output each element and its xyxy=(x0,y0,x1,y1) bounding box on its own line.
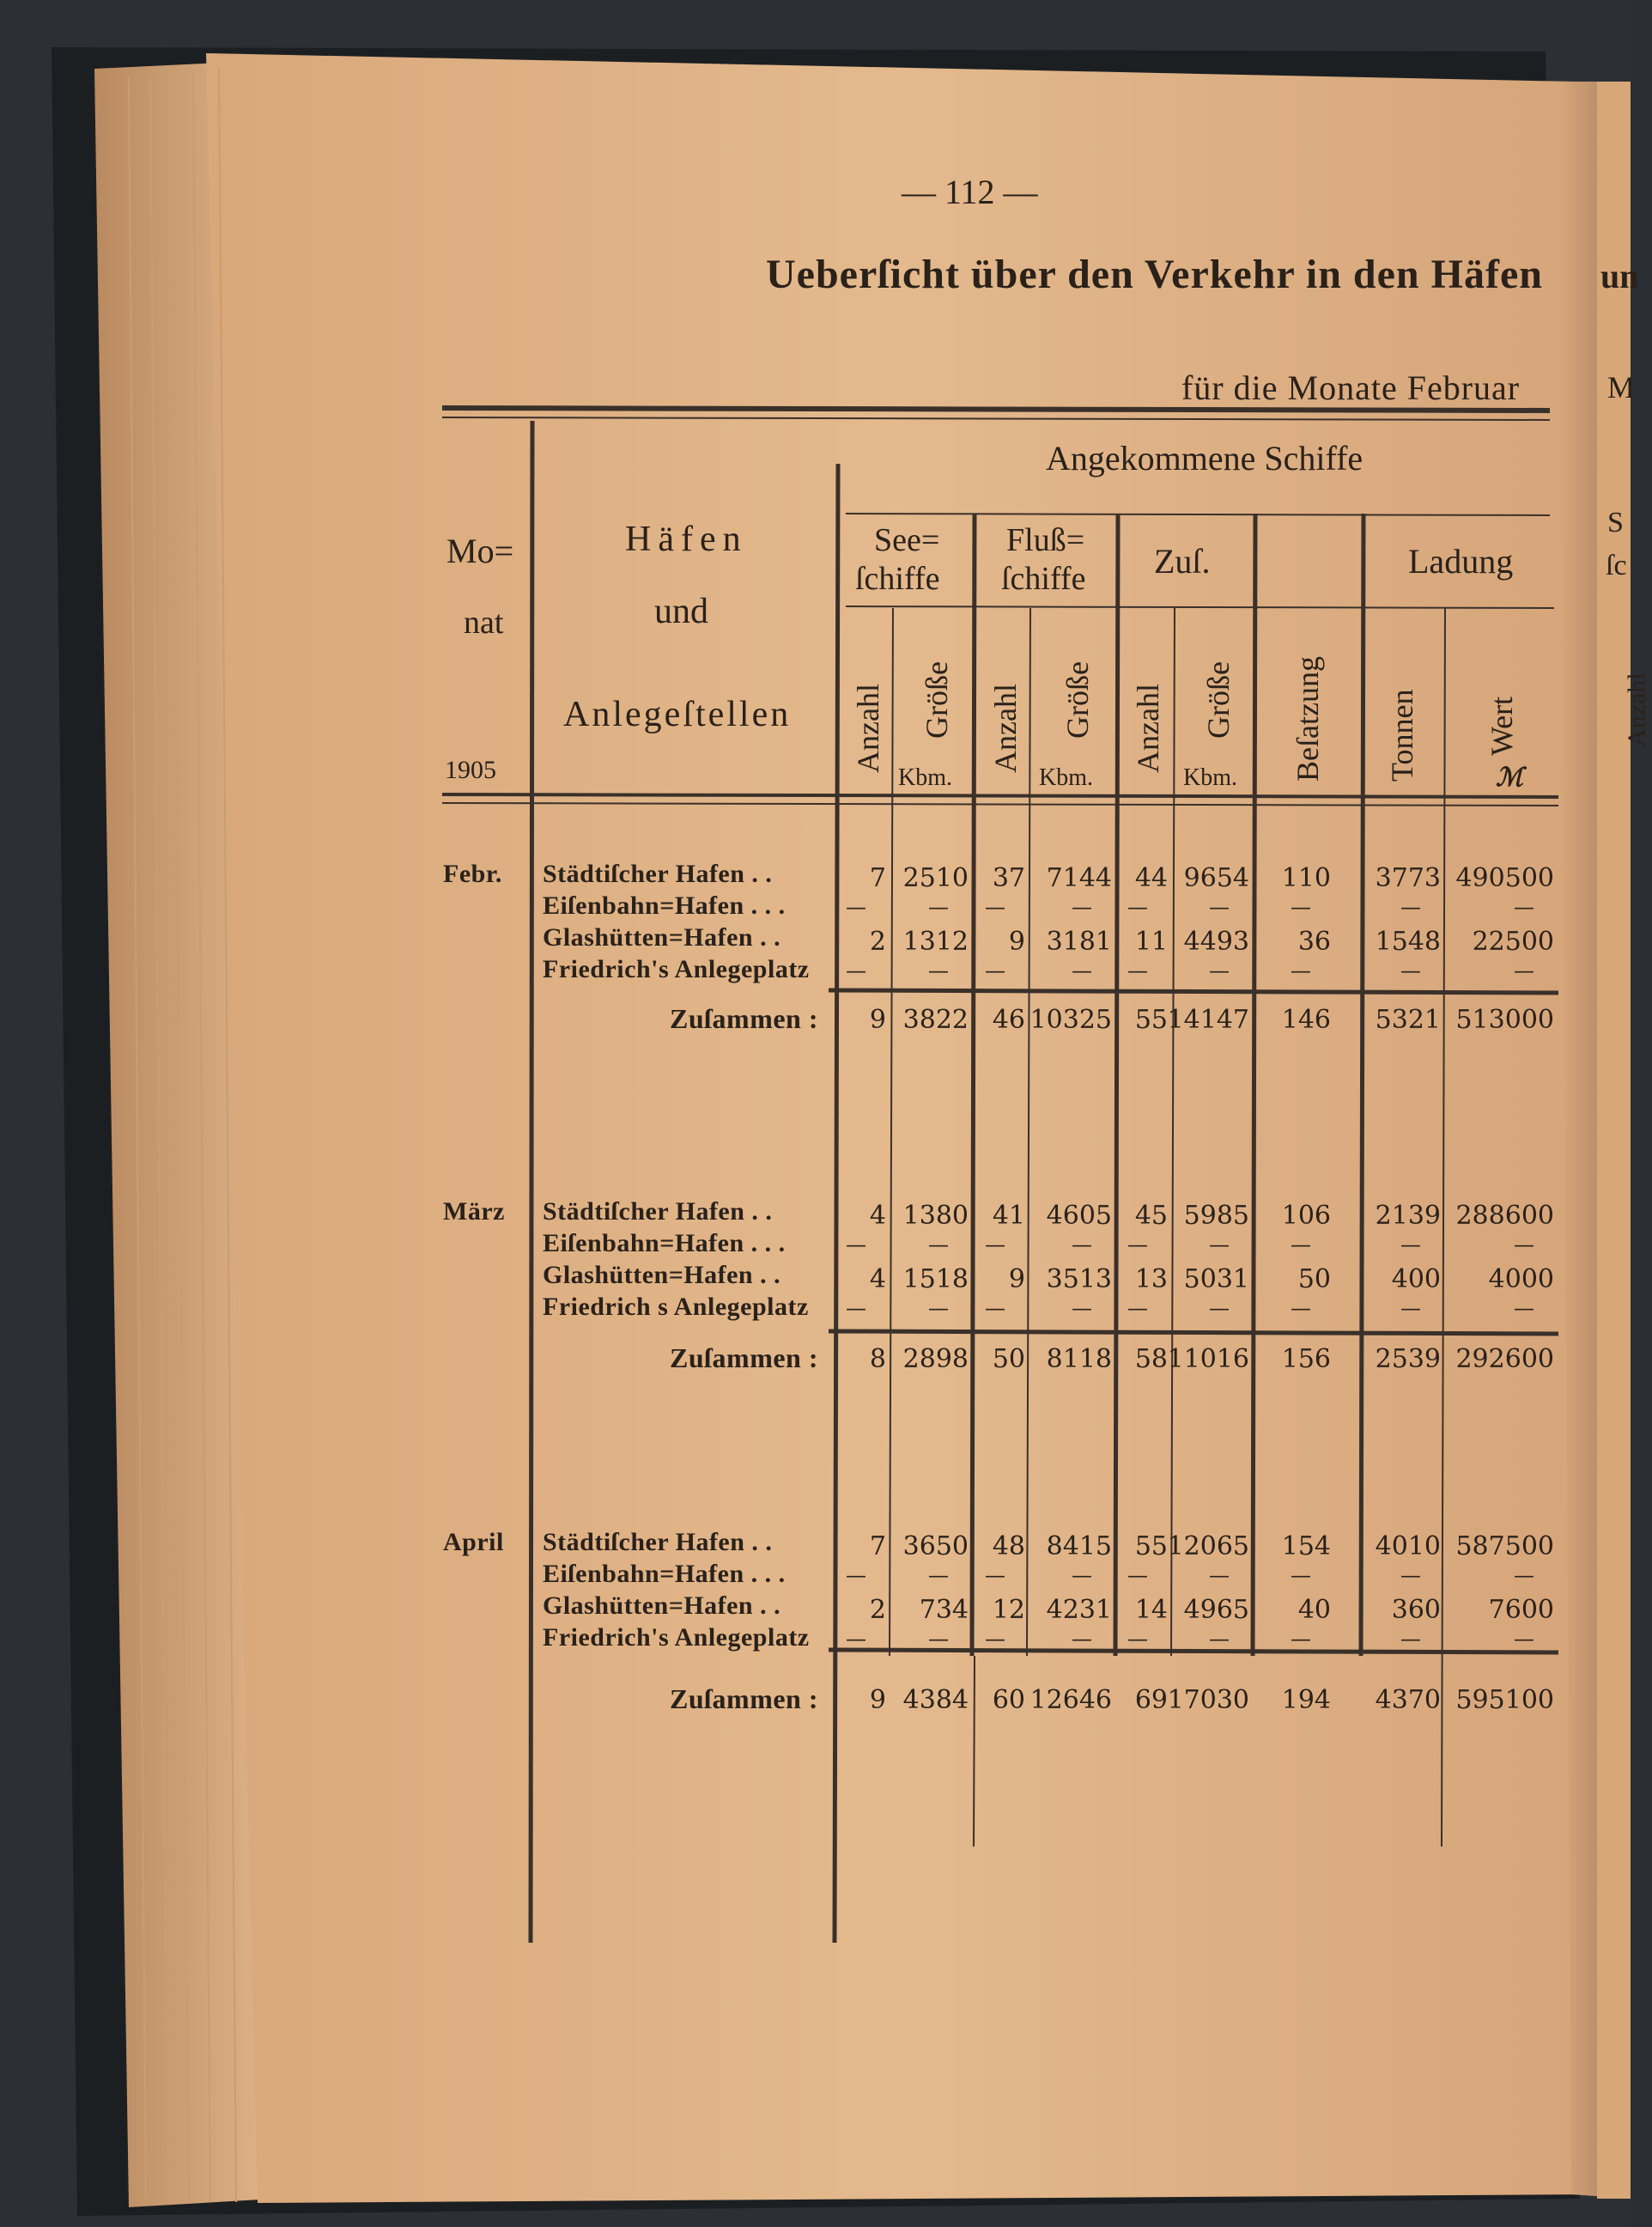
table-cell: — xyxy=(1209,1563,1230,1587)
table-cell: 55 xyxy=(1134,1531,1168,1561)
total-cell: 156 xyxy=(1281,1344,1331,1374)
table-row-label: Eiſenbahn=Hafen . . . xyxy=(543,1560,786,1588)
table-cell: 490500 xyxy=(1455,863,1554,893)
table-cell: 587500 xyxy=(1455,1531,1554,1561)
total-cell: 292600 xyxy=(1455,1344,1554,1374)
header-fluss-anzahl: Anzahl xyxy=(988,684,1023,773)
next-page-rotated-fragment: Anzahl xyxy=(1623,672,1651,747)
total-cell: 55 xyxy=(1134,1005,1168,1035)
header-ladung: Ladung xyxy=(1408,542,1514,581)
table-cell: — xyxy=(1400,1627,1421,1651)
table-cell: 48 xyxy=(992,1531,1025,1561)
month-label: März xyxy=(443,1197,505,1226)
total-cell: 10325 xyxy=(1029,1005,1112,1035)
page-title: Ueberſicht über den Verkehr in den Häfen xyxy=(766,252,1543,297)
table-cell: — xyxy=(1209,1296,1230,1320)
table-cell: 9654 xyxy=(1183,863,1249,893)
table-cell: 45 xyxy=(1134,1201,1168,1231)
table-cell: 4493 xyxy=(1183,927,1249,957)
table-cell: 734 xyxy=(919,1595,969,1625)
header-zus: Zuſ. xyxy=(1154,542,1211,581)
table-cell: — xyxy=(1291,1563,1311,1587)
table-cell: — xyxy=(1291,1296,1311,1320)
table-row-label: Städtiſcher Hafen . . xyxy=(543,860,773,888)
next-page-subtitle-fragment: M xyxy=(1607,370,1636,405)
table-row-label: Glashütten=Hafen . . xyxy=(543,1261,781,1289)
table-cell: — xyxy=(985,895,1005,919)
table-cell: — xyxy=(1072,1627,1092,1651)
table-cell: 7144 xyxy=(1046,863,1112,893)
header-see-2: ſchiffe xyxy=(855,561,940,597)
total-cell: 46 xyxy=(992,1005,1025,1035)
table-cell: 110 xyxy=(1281,863,1331,893)
table-cell: 2 xyxy=(869,927,886,957)
table-cell: 1548 xyxy=(1375,927,1441,957)
table-cell: — xyxy=(1209,958,1230,983)
total-cell: 8118 xyxy=(1046,1344,1112,1374)
table-cell: — xyxy=(1514,895,1534,919)
total-cell: 4384 xyxy=(902,1685,969,1715)
table-cell: 14 xyxy=(1134,1595,1168,1625)
table-cell: — xyxy=(928,1563,949,1587)
header-see-groesse: Größe xyxy=(920,661,954,739)
unit-kbm-see: Kbm. xyxy=(898,764,952,791)
table-cell: 5985 xyxy=(1183,1201,1249,1231)
table-cell: 154 xyxy=(1281,1531,1331,1561)
table-cell: 36 xyxy=(1297,927,1331,957)
table-row-label: Glashütten=Hafen . . xyxy=(543,1591,781,1620)
table-cell: — xyxy=(928,1627,949,1651)
header-zus-groesse: Größe xyxy=(1201,661,1236,739)
table-cell: 37 xyxy=(992,863,1025,893)
table-cell: — xyxy=(1127,1296,1148,1320)
table-cell: 9 xyxy=(1008,1264,1025,1294)
table-cell: — xyxy=(846,895,866,919)
table-cell: — xyxy=(985,1296,1005,1320)
table-cell: — xyxy=(985,958,1005,983)
table-cell: 7600 xyxy=(1488,1595,1554,1625)
total-cell: 2898 xyxy=(902,1344,969,1374)
header-tonnen: Tonnen xyxy=(1385,689,1419,782)
next-page-header-fragment: S xyxy=(1607,507,1624,538)
table-row-label: Eiſenbahn=Hafen . . . xyxy=(543,1229,786,1257)
table-cell: — xyxy=(1400,958,1421,983)
table-row-label: Friedrich's Anlegeplatz xyxy=(543,955,810,983)
table-cell: 5031 xyxy=(1183,1264,1249,1294)
table-row-label: Städtiſcher Hafen . . xyxy=(543,1528,773,1556)
table-cell: — xyxy=(1291,958,1311,983)
header-year: 1905 xyxy=(445,756,496,784)
header-monat-1: Mo= xyxy=(446,532,514,570)
table-cell: 360 xyxy=(1391,1595,1441,1625)
table-row-label: Glashütten=Hafen . . xyxy=(543,923,781,952)
total-cell: 8 xyxy=(869,1344,886,1374)
table-cell: — xyxy=(928,1296,949,1320)
table-cell: 4 xyxy=(869,1201,886,1231)
table-cell: 50 xyxy=(1297,1264,1331,1294)
header-wert: Wert xyxy=(1485,696,1519,756)
table-cell: 12065 xyxy=(1167,1531,1249,1561)
table-cell: — xyxy=(985,1627,1005,1651)
table-cell: 2 xyxy=(869,1595,886,1625)
table-cell: — xyxy=(1514,1627,1534,1651)
table-cell: 22500 xyxy=(1472,927,1554,957)
table-cell: — xyxy=(1400,1232,1421,1256)
table-cell: 40 xyxy=(1297,1595,1331,1625)
next-page-header-fragment-2: ſc xyxy=(1606,550,1627,581)
header-see-anzahl: Anzahl xyxy=(851,684,885,773)
table-cell: — xyxy=(846,1232,866,1256)
table-cell: — xyxy=(928,958,949,983)
total-cell: 14147 xyxy=(1167,1005,1249,1035)
table-cell: — xyxy=(1072,895,1092,919)
table-cell: 4 xyxy=(869,1264,886,1294)
table-cell: 3773 xyxy=(1375,863,1441,893)
table-cell: 4010 xyxy=(1375,1531,1441,1561)
total-cell: 69 xyxy=(1134,1685,1168,1715)
table-cell: 4231 xyxy=(1046,1595,1112,1625)
total-label: Zuſammen : xyxy=(670,1003,818,1034)
table-cell: 12 xyxy=(992,1595,1025,1625)
table-cell: 288600 xyxy=(1455,1201,1554,1231)
table-row-label: Städtiſcher Hafen . . xyxy=(543,1197,773,1226)
table-cell: 4605 xyxy=(1046,1201,1112,1231)
table-cell: — xyxy=(928,895,949,919)
total-cell: 4370 xyxy=(1375,1685,1441,1715)
table-row-label: Eiſenbahn=Hafen . . . xyxy=(543,891,786,920)
header-besatzung: Beſatzung xyxy=(1291,656,1325,782)
month-label: Febr. xyxy=(443,860,502,888)
header-haefen-2: und xyxy=(654,592,708,631)
table-cell: 9 xyxy=(1008,927,1025,957)
table-cell: — xyxy=(846,1563,866,1587)
table-cell: — xyxy=(1072,958,1092,983)
table-cell: — xyxy=(1291,1627,1311,1651)
table-cell: — xyxy=(846,958,866,983)
total-cell: 194 xyxy=(1281,1685,1331,1715)
total-cell: 595100 xyxy=(1455,1685,1554,1715)
table-cell: 3181 xyxy=(1046,927,1112,957)
table-cell: — xyxy=(1209,1627,1230,1651)
table-cell: — xyxy=(1127,895,1148,919)
table-row-label: Friedrich's Anlegeplatz xyxy=(543,1623,810,1652)
table-cell: — xyxy=(1127,1232,1148,1256)
table-cell: — xyxy=(1072,1232,1092,1256)
unit-kbm-zus: Kbm. xyxy=(1183,764,1237,791)
table-cell: 41 xyxy=(992,1201,1025,1231)
header-fluss-2: ſchiffe xyxy=(1001,561,1086,597)
table-cell: — xyxy=(846,1627,866,1651)
table-cell: 7 xyxy=(869,1531,886,1561)
table-cell: — xyxy=(1209,1232,1230,1256)
header-haefen-1: Häfen xyxy=(625,520,748,559)
table-cell: — xyxy=(1127,958,1148,983)
header-monat-2: nat xyxy=(464,605,504,641)
table-cell: 1380 xyxy=(902,1201,969,1231)
table-cell: 11 xyxy=(1134,927,1168,957)
header-haefen-3: Anlegeſtellen xyxy=(563,695,792,734)
table-cell: — xyxy=(1514,1296,1534,1320)
table-cell: — xyxy=(985,1563,1005,1587)
month-label: April xyxy=(443,1528,504,1556)
header-angekommene-schiffe: Angekommene Schiffe xyxy=(1046,439,1364,478)
table-cell: — xyxy=(1400,1563,1421,1587)
table-cell: 7 xyxy=(869,863,886,893)
table-cell: 3513 xyxy=(1046,1264,1112,1294)
table-cell: — xyxy=(1514,958,1534,983)
table-cell: — xyxy=(1400,895,1421,919)
page-number: — 112 — xyxy=(902,173,1038,211)
table-cell: 8415 xyxy=(1046,1531,1112,1561)
page-subtitle: für die Monate Februar xyxy=(1181,368,1521,407)
total-cell: 17030 xyxy=(1167,1685,1249,1715)
header-zus-anzahl: Anzahl xyxy=(1131,684,1165,773)
total-cell: 146 xyxy=(1281,1005,1331,1035)
total-cell: 3822 xyxy=(902,1005,969,1035)
total-cell: 50 xyxy=(992,1344,1025,1374)
table-cell: — xyxy=(1127,1627,1148,1651)
table-cell: — xyxy=(1400,1296,1421,1320)
table-cell: 13 xyxy=(1134,1264,1168,1294)
table-cell: 1518 xyxy=(902,1264,969,1294)
table-cell: 2139 xyxy=(1375,1201,1441,1231)
table-cell: — xyxy=(1072,1563,1092,1587)
header-fluss-groesse: Größe xyxy=(1060,661,1095,739)
table-cell: — xyxy=(1209,895,1230,919)
table-cell: 4000 xyxy=(1488,1264,1554,1294)
table-cell: — xyxy=(1291,1232,1311,1256)
next-page-title-fragment: un xyxy=(1600,257,1639,295)
header-see-1: See= xyxy=(874,522,940,558)
table-cell: 106 xyxy=(1281,1201,1331,1231)
unit-kbm-fluss: Kbm. xyxy=(1039,764,1093,791)
total-label: Zuſammen : xyxy=(670,1683,818,1714)
total-cell: 58 xyxy=(1134,1344,1168,1374)
total-label: Zuſammen : xyxy=(670,1342,818,1373)
total-cell: 60 xyxy=(992,1685,1025,1715)
table-cell: 2510 xyxy=(902,863,969,893)
table-cell: — xyxy=(846,1296,866,1320)
table-cell: — xyxy=(985,1232,1005,1256)
table-cell: — xyxy=(1127,1563,1148,1587)
table-cell: — xyxy=(1514,1563,1534,1587)
total-cell: 12646 xyxy=(1029,1685,1112,1715)
table-cell: — xyxy=(1514,1232,1534,1256)
table-cell: — xyxy=(928,1232,949,1256)
total-cell: 513000 xyxy=(1455,1005,1554,1035)
table-cell: — xyxy=(1072,1296,1092,1320)
table-cell: 1312 xyxy=(902,927,969,957)
unit-mark: ℳ xyxy=(1496,764,1524,792)
table-cell: — xyxy=(1291,895,1311,919)
total-cell: 5321 xyxy=(1375,1005,1441,1035)
total-cell: 9 xyxy=(869,1005,886,1035)
table-cell: 3650 xyxy=(902,1531,969,1561)
table-cell: 4965 xyxy=(1183,1595,1249,1625)
total-cell: 9 xyxy=(869,1685,886,1715)
table-cell: 44 xyxy=(1134,863,1168,893)
total-cell: 11016 xyxy=(1167,1344,1249,1374)
header-fluss-1: Fluß= xyxy=(1006,522,1085,558)
total-cell: 2539 xyxy=(1375,1344,1441,1374)
table-cell: 400 xyxy=(1391,1264,1441,1294)
table-row-label: Friedrich s Anlegeplatz xyxy=(543,1293,809,1321)
